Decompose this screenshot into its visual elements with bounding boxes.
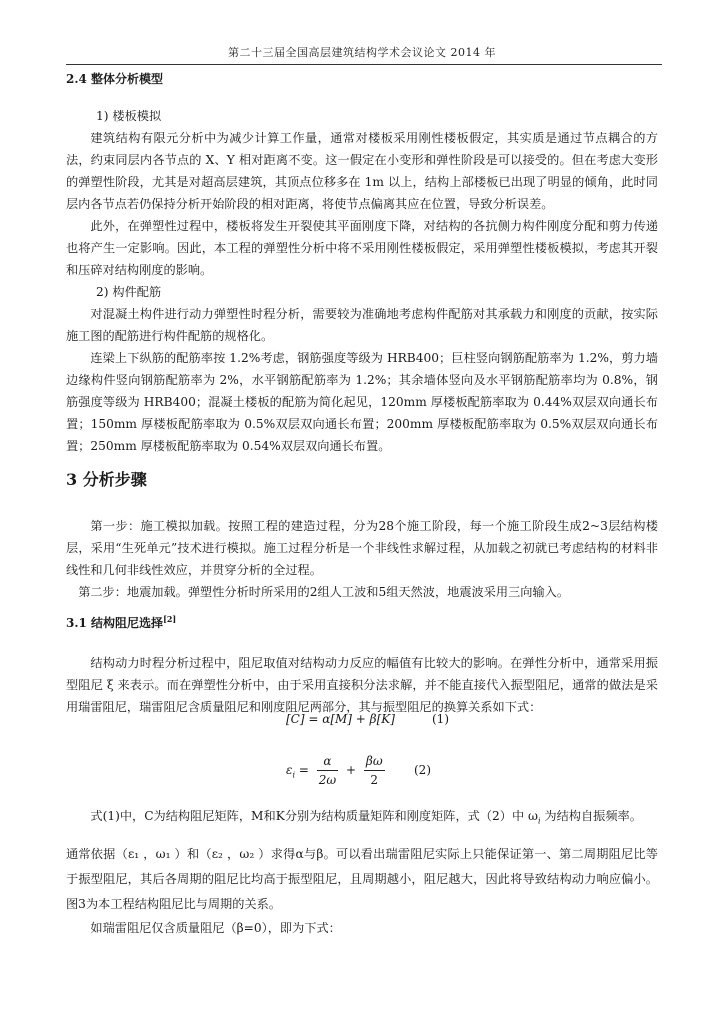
paragraph-reinforcement-ratios: 连梁上下纵筋的配筋率按 1.2%考虑，钢筋强度等级为 HRB400；巨柱竖向钢筋配筋率为 1.2%，剪力墙边缘构件竖向钢筋配筋率为 2%，水平钢筋配筋率为 1.2%；其余墙体竖向及水平钢筋配筋率均为 0.8%，钢筋强度等级为 HRB400；混凝土楼板的配筋为简化起见，120mm 厚楼板配筋率取为 0.44%双层双向通长布置；150mm 厚楼板配筋率取为 0.5%双层双向通长布置；200mm 厚楼板配筋率取为 0.5%双层双向通长布置；250mm 厚楼板配筋率取为 0.54%双层双向通长布置。 bbox=[66, 351, 658, 453]
paragraph-reinforcement-intro: 对混凝土构件进行动力弹塑性时程分析，需要较为准确地考虑构件配筋对其承载力和刚度的贡献，按实际施工图的配筋进行构件配筋的规格化。 bbox=[66, 307, 658, 343]
section-3-1-intro bbox=[66, 652, 658, 718]
running-header: 第二十三届全国高层建筑结构学术会议论文 2014 年 bbox=[228, 46, 496, 59]
matrix-definitions-tail: 为结构自振频率。 bbox=[540, 809, 642, 823]
section-3-body bbox=[66, 515, 658, 603]
header-rule bbox=[66, 64, 662, 65]
equation-2-fraction-2 bbox=[364, 752, 385, 789]
section-2-4-heading: 2.4 整体分析模型 bbox=[66, 72, 164, 86]
citation-ref: [2] bbox=[163, 614, 177, 624]
equation-2-lhs: ε bbox=[286, 763, 293, 777]
list-item-reinforcement: 2) 构件配筋 bbox=[96, 285, 162, 299]
equation-2-fraction-1 bbox=[317, 752, 338, 789]
equation-2-den-1: 2ω bbox=[318, 773, 337, 787]
equation-2-den-2: 2 bbox=[370, 773, 379, 787]
paragraph-rigid-floor: 建筑结构有限元分析中为减少计算工作量，通常对楼板采用刚性楼板假定，其实质是通过节点耦合的方法，约束同层内各节点的 X、Y 相对距离不变。这一假定在小变形和弹性阶段是可以接受的。但在考虑大变形的弹塑性阶段，尤其是对超高层建筑，其顶点位移多在 1m 以上，结构上部楼板已出现了明显的倾角，此时同层内各节点若仍保持分析开始阶段的相对距离，将使节点偏离其应在位置，导致分析误差。 bbox=[66, 131, 658, 211]
paragraph-damping-intro: 结构动力时程分析过程中，阻尼取值对结构动力反应的幅值有比较大的影响。在弹性分析中，通常采用振型阻尼 ξ 来表示。而在弹塑性分析中，由于采用直接积分法求解，并不能直接代入振型阻尼，通常的做法是采用瑞雷阻尼，瑞雷阻尼含质量阻尼和刚度阻尼两部分，其与振型阻尼的换算关系如下式： bbox=[66, 656, 658, 714]
section-3-1-body bbox=[66, 805, 658, 939]
paragraph-rayleigh-limitation: 通常依据（ε₁ ，ω₁ ）和（ε₂ ，ω₂ ）求得α与β。可以看出瑞雷阻尼实际上只能保证第一、第二周期阻尼比等于振型阻尼，其后各周期的阻尼比均高于振型阻尼，且周期越小，阻尼越大，因此将导致结构动力响应偏小。图3为本工程结构阻尼比与周期的关系。 bbox=[66, 847, 658, 912]
equation-2: $\varepsilon_i$ = $\frac{\alpha}{2\omega}$ + $\frac{\beta\omega}{2}$ bbox=[286, 754, 383, 787]
equation-2-num-1: α bbox=[317, 752, 338, 771]
equation-1 bbox=[286, 712, 395, 726]
omega-sub: i bbox=[537, 816, 541, 826]
list-item-floor-slab: 1) 楼板模拟 bbox=[96, 109, 162, 123]
section-3-1-title: 3.1 结构阻尼选择 bbox=[66, 616, 164, 630]
paragraph-elastoplastic-floor: 此外，在弹塑性过程中，楼板将发生开裂使其平面刚度下降，对结构的各抗侧力构件刚度分配和剪力传递也将产生一定影响。因此，本工程的弹塑性分析中将不采用刚性楼板假定，采用弹塑性楼板模拟，考虑其开裂和压碎对结构刚度的影响。 bbox=[66, 219, 658, 277]
paragraph-matrix-definitions bbox=[66, 805, 658, 832]
section-3-1-heading bbox=[66, 614, 658, 631]
equation-1-body: [C] = α[M] + β[K] bbox=[286, 712, 395, 726]
paragraph-step-two: 第二步：地震加载。弹塑性分析时所采用的2组人工波和5组天然波，地震波采用三向输入。 bbox=[78, 585, 570, 599]
section-3-heading: 3 分析步骤 bbox=[66, 470, 147, 489]
equation-2-lhs-sub: i bbox=[292, 770, 296, 780]
paragraph-mass-damping: 如瑞雷阻尼仅含质量阻尼（β=0），即为下式： bbox=[90, 921, 341, 936]
paragraph-step-one: 第一步：施工模拟加载。按照工程的建造过程，分为28个施工阶段，每一个施工阶段生成2~3层结构楼层，采用“生死单元”技术进行模拟。施工过程分析是一个非线性求解过程，从加载之初就已考虑结构的材料非线性和几何非线性效应，并贯穿分析的全过程。 bbox=[66, 519, 658, 577]
matrix-definitions-text: 式(1)中，C为结构阻尼矩阵，M和K分别为结构质量矩阵和刚度矩阵，式（2）中 ω bbox=[90, 809, 538, 823]
section-2-4-body bbox=[66, 105, 658, 457]
equation-2-number: (2) bbox=[414, 763, 431, 777]
equation-1-number: (1) bbox=[432, 712, 449, 726]
equation-2-num-2: βω bbox=[364, 752, 385, 771]
